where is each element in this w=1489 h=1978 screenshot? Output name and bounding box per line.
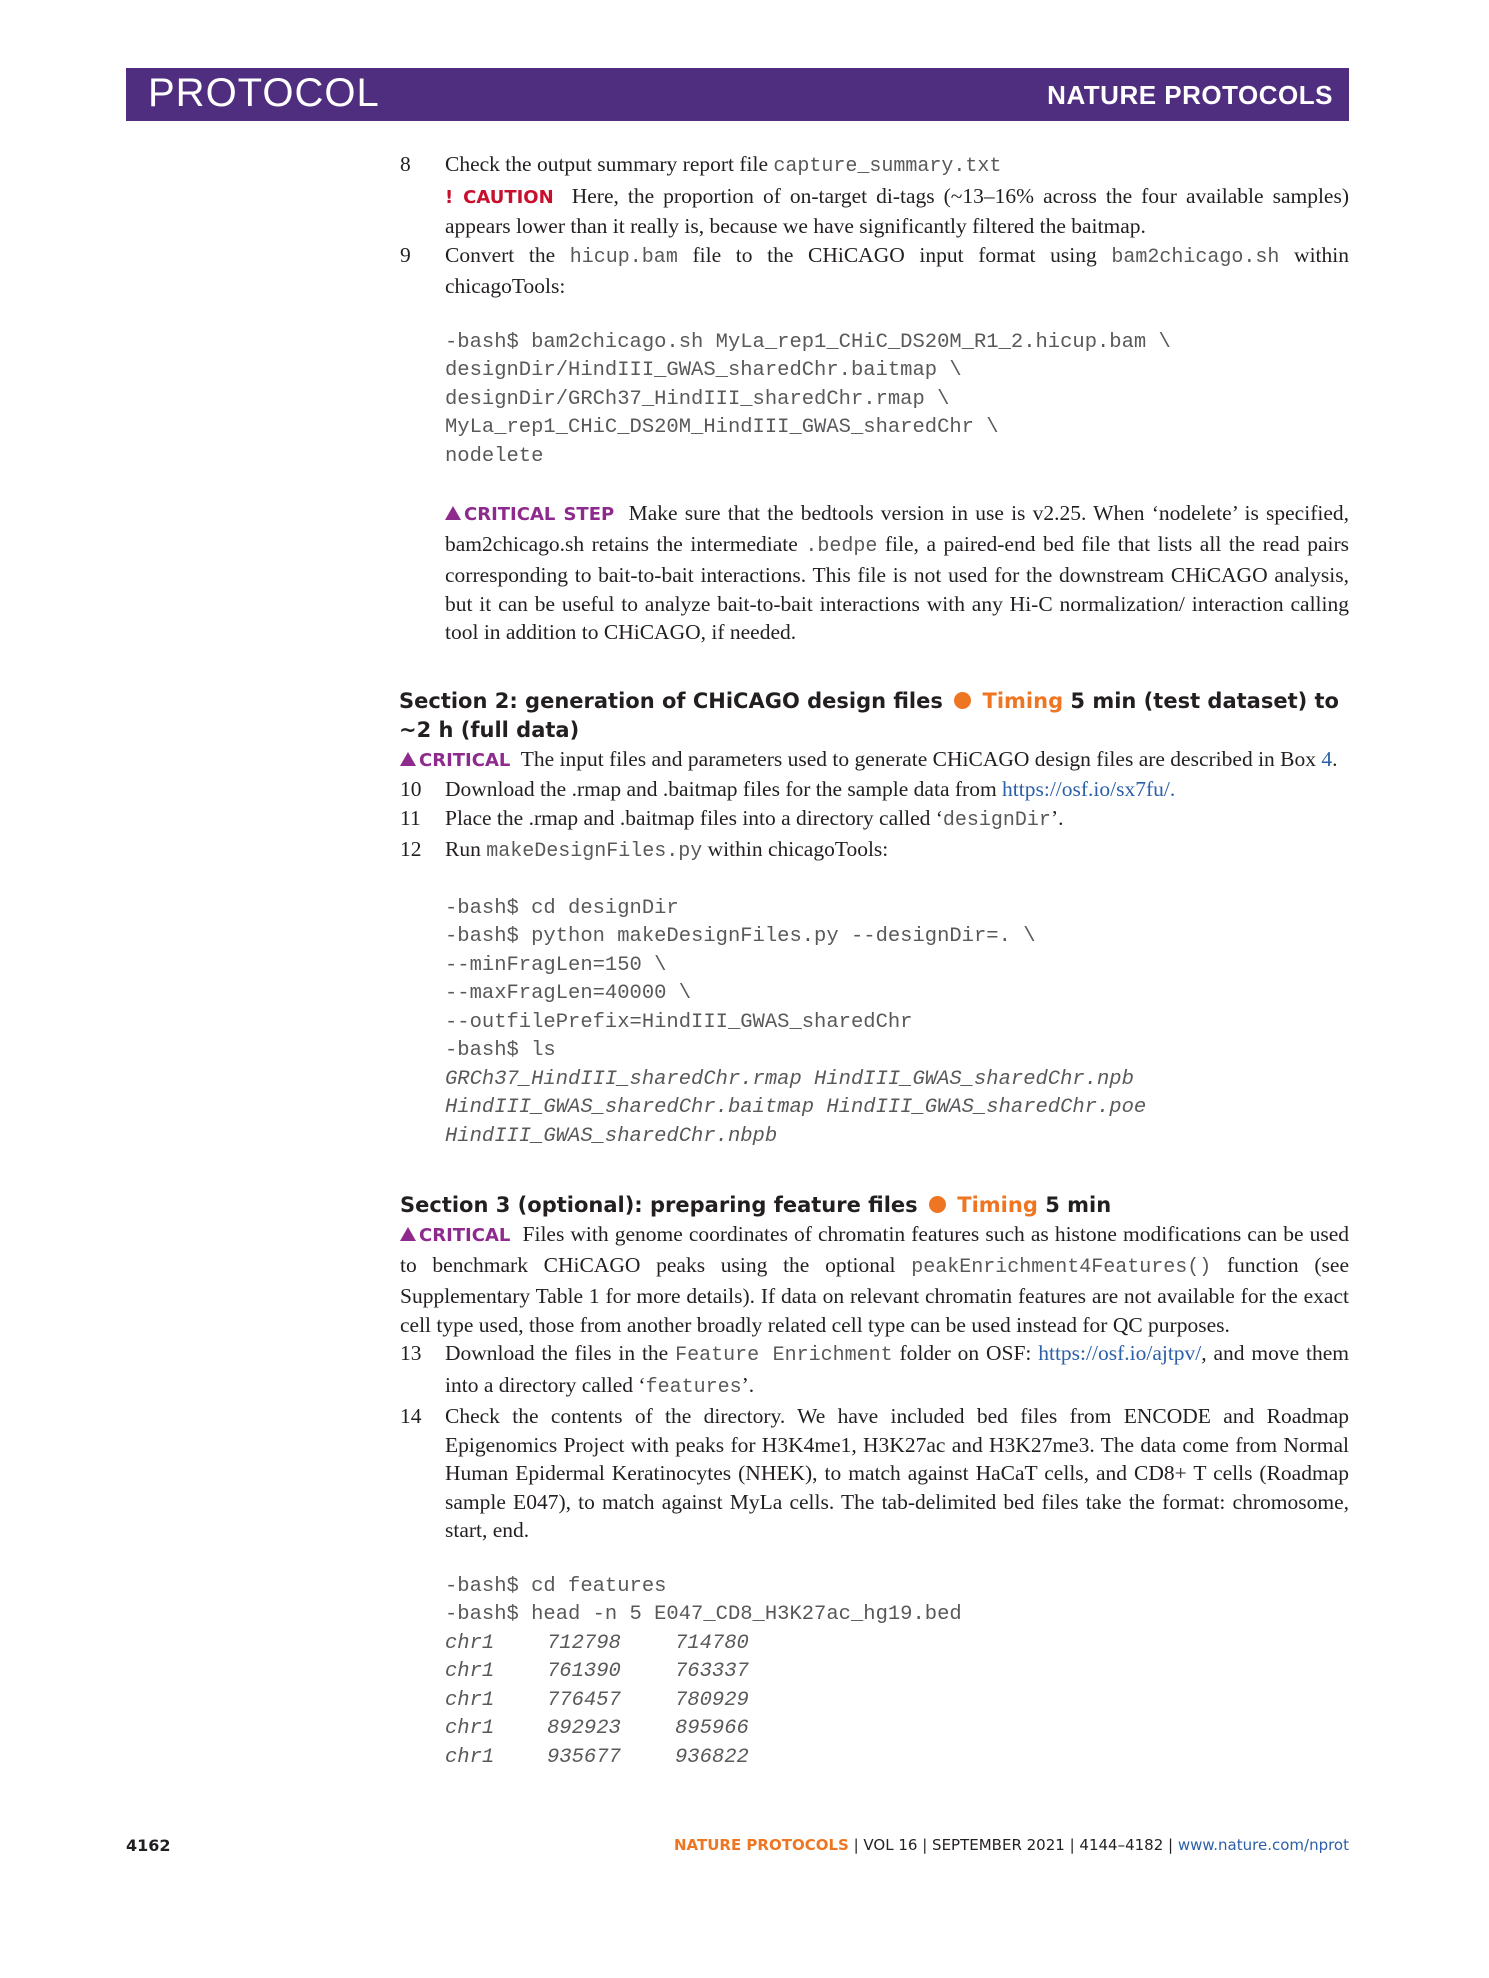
bed-row: chr1 776457 780929 — [445, 1688, 749, 1712]
step-12: 12 Run makeDesignFiles.py within chicagoTools: — [400, 837, 889, 863]
step-14: 14 Check the contents of the directory. We have included bed files from ENCODE and Roadmap Epigenomics Project with peaks for H3K4me1, H3K27ac and H3K27me3. The data come from Normal Human Epidermal Keratinocytes (NHEK), to match against HaCaT cells, and CD8+ T cells (Roadmap sample E047), to match against MyLa cells. The tab-delimited bed files take the format: chromosome, start, end. — [400, 1404, 1349, 1542]
section-3-critical: CRITICAL Files with genome coordinates of chromatin features such as histone modifications can be used to benchmark CHiCAGO peaks using the optional peakEnrichment4Features() function (see Supplementary Table 1 for more details). If data on relevant chromatin features are not available for the exact cell type used, those from another broadly related cell type can be used instead for QC purposes. — [400, 1222, 1349, 1337]
section-3-heading: Section 3 (optional): preparing feature files Timing 5 min — [400, 1193, 1112, 1217]
step-11: 11 Place the .rmap and .baitmap files into a directory called ‘designDir’. — [400, 805, 1064, 832]
code-block-bam2chicago: -bash$ bam2chicago.sh MyLa_rep1_CHiC_DS20M_R1_2.hicup.bam \ designDir/HindIII_GWAS_sharedChr.baitmap \ designDir/GRCh37_HindIII_sharedChr.rmap \ MyLa_rep1_CHiC_DS20M_HindIII_GWAS_sharedChr \ nodelete — [445, 330, 1171, 468]
code-block-make-design-files: -bash$ cd designDir -bash$ python makeDesignFiles.py --designDir=. \ --minFragLen=150 \ --maxFragLen=40000 \ --outfilePrefix=HindIII_GWAS_sharedChr -bash$ ls GRCh37_HindIII_sharedChr.rmap HindIII_GWAS_sharedChr.npb HindIII_GWAS_sharedChr.baitmap HindIII_GWAS_sharedChr.poe HindIII_GWAS_sharedChr.nbpb — [445, 896, 1147, 1148]
file-name: capture_summary.txt — [773, 155, 1002, 178]
main-content — [400, 150, 1349, 1772]
warning-triangle-icon — [445, 506, 461, 520]
file-name: hicup.bam — [569, 245, 678, 269]
osf-features-link[interactable]: https://osf.io/ajtpv/ — [1038, 1341, 1202, 1365]
timing-dot-icon — [954, 692, 971, 709]
page-number: 4162 — [126, 1836, 171, 1855]
critical-step-label: CRITICAL STEP — [445, 504, 614, 525]
warning-triangle-icon — [400, 752, 416, 766]
footer-citation: NATURE PROTOCOLS | VOL 16 | SEPTEMBER 2021 | 4144–4182 | www.nature.com/nprot — [673, 1836, 1349, 1854]
timing-dot-icon — [929, 1196, 946, 1213]
bed-row: chr1 935677 936822 — [445, 1745, 749, 1769]
section-2-heading: Section 2: generation of CHiCAGO design files Timing 5 min (test dataset) to ~2 h (full data) — [399, 688, 1339, 742]
warning-triangle-icon — [400, 1227, 416, 1241]
bed-row: chr1 712798 714780 — [445, 1631, 749, 1655]
caution-label: ! CAUTION — [445, 186, 554, 208]
step-8: 8 Check the output summary report file capture_summary.txt ! CAUTION Here, the proportion of on-target di-tags (~13–16% across the four available samples) appears lower than it really is, because we have significantly filtered the baitmap. — [400, 152, 1350, 238]
bed-row: chr1 761390 763337 — [445, 1660, 749, 1683]
critical-label: CRITICAL — [400, 750, 510, 771]
journal-header-bar — [126, 68, 1349, 121]
caution-text: Here, the proportion of on-target di-tags (~13–16% across the four available samples) appears lower than it really is, because we have significantly filtered the baitmap. — [445, 183, 1350, 238]
step-10: 10 Download the .rmap and .baitmap files for the sample data from https://osf.io/sx7fu/. — [400, 777, 1176, 801]
step-9: 9 Convert the hicup.bam file to the CHiCAGO input format using bam2chicago.sh within chicagoTools: — [400, 242, 1349, 298]
bed-row: chr1 892923 895966 — [445, 1717, 749, 1740]
box-link[interactable]: 4 — [1321, 746, 1333, 771]
step-13: 13 Download the files in the Feature Enrichment folder on OSF: https://osf.io/ajtpv/, and move them into a directory called ‘features’. — [400, 1341, 1349, 1399]
osf-design-link[interactable]: https://osf.io/sx7fu/. — [1002, 777, 1176, 801]
step-number: 9 — [400, 242, 411, 267]
step-number: 8 — [400, 152, 411, 176]
header-journal-name: NATURE PROTOCOLS — [1047, 80, 1333, 110]
tool-name: bam2chicago.sh — [1111, 245, 1280, 269]
critical-step-note: CRITICAL STEP Make sure that the bedtools version in use is v2.25. When ‘nodelete’ is specified, bam2chicago.sh retains the intermediate .bedpe file, a paired-end bed file that lists all the read pairs corresponding to bait-to-bait interactions. This file is not used for the downstream CHiCAGO analysis, but it can be useful to analyze bait-to-bait interactions with any Hi-C normalization/ interaction calling tool in addition to CHiCAGO, if needed. — [445, 501, 1350, 644]
code-block-features: -bash$ cd features -bash$ head -n 5 E047_CD8_H3K27ac_hg19.bed chr1 712798 714780 chr1 761390 763337 chr1 776457 780929 chr1 892923 895966 chr1 935677 936822 — [445, 1573, 1349, 1773]
journal-url-link[interactable]: www.nature.com/nprot — [1177, 1836, 1349, 1854]
section-2-critical: CRITICAL The input files and parameters used to generate CHiCAGO design files are described in Box 4. — [400, 745, 1349, 776]
header-section-label: PROTOCOL — [148, 71, 380, 115]
critical-label: CRITICAL — [400, 1225, 510, 1246]
